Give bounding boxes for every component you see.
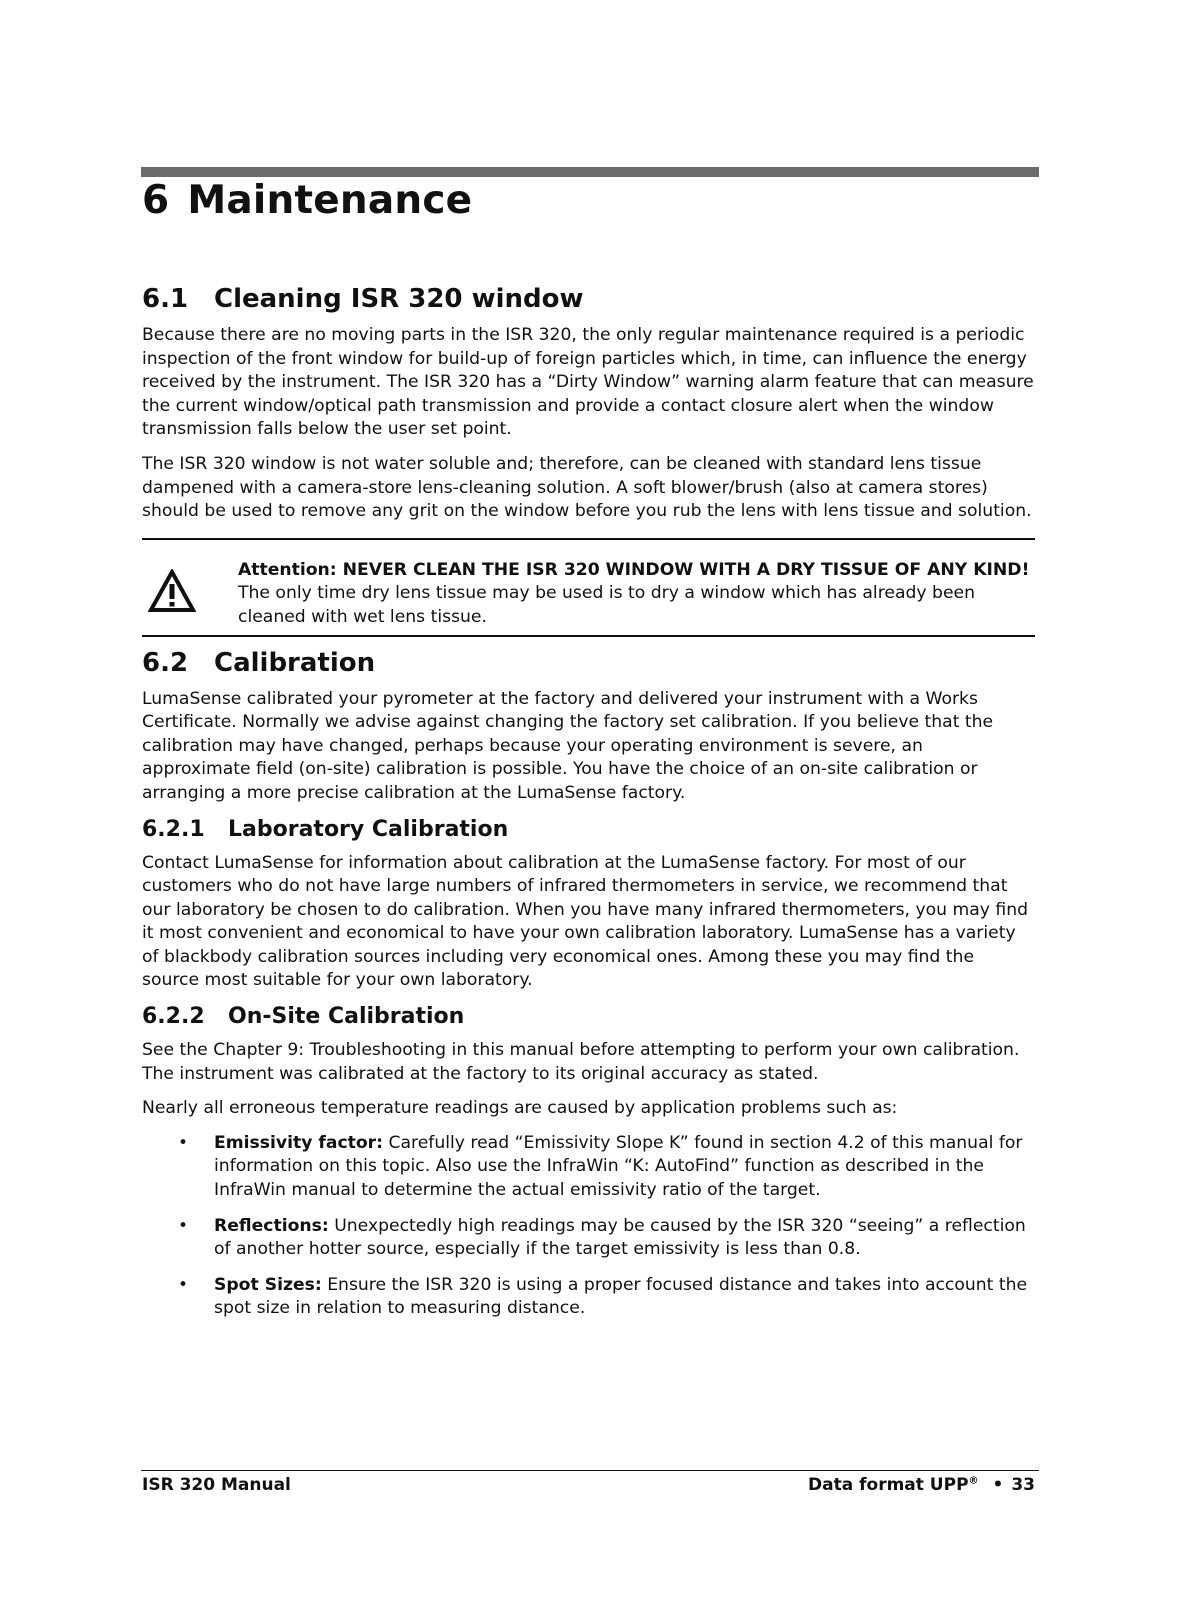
section-heading-6-2-2: [142, 1004, 1035, 1029]
attention-bold: Attention: NEVER CLEAN THE ISR 320 WINDOW WITH A DRY TISSUE OF ANY KIND!: [238, 559, 1030, 580]
chapter-number: 6: [142, 178, 170, 223]
list-item: [142, 1215, 1035, 1262]
chapter-title-text: Maintenance: [187, 178, 473, 223]
list-item-text: Ensure the ISR 320 is using a proper focused distance and takes into account the spot size in relation to measuring distance.: [214, 1274, 1028, 1319]
attention-body: The only time dry lens tissue may be used is to dry a window which has already been cleaned with wet lens tissue.: [238, 583, 975, 627]
chapter-title: [142, 178, 472, 223]
list-item-term: Emissivity factor:: [214, 1132, 384, 1153]
bullet-icon: •: [178, 1274, 189, 1295]
section-title: On-Site Calibration: [228, 1004, 465, 1030]
footer-right: [808, 1475, 1035, 1495]
bullet-icon: •: [178, 1132, 189, 1153]
paragraph: Contact LumaSense for information about calibration at the LumaSense factory. For most of our customers who do not have large numbers of infrared thermometers in service, we recommend that our laboratory be chosen to do calibration. When you have many infrared thermometers, you may find it most convenient and economical to have your own calibration laboratory. LumaSense has a variety of blackbody calibration sources including very economical ones. Among these you may find the source most suitable for your own laboratory.: [142, 852, 1029, 991]
section-number: 6.2.2: [142, 1004, 205, 1030]
section-number: 6.2.1: [142, 816, 205, 842]
section-title: Laboratory Calibration: [228, 816, 509, 842]
paragraph: The ISR 320 window is not water soluble and; therefore, can be cleaned with standard lens tissue dampened with a camera-store lens-cleaning solution. A soft blower/brush (also at camera stores) should be used to remove any grit on the window before you rub the lens with lens tissue and solution.: [142, 453, 1032, 522]
page-content: [142, 284, 1035, 1333]
list-item-term: Spot Sizes:: [214, 1274, 322, 1295]
footer-manual-title: ISR 320 Manual: [142, 1475, 291, 1495]
section-heading-6-1: [142, 284, 1035, 314]
list-item-text: Carefully read “Emissivity Slope K” found in section 4.2 of this manual for information on this topic. Also use the InfraWin “K: AutoFind” function as described in the InfraWin manual to determine the actual emissivity ratio of the target.: [214, 1132, 1023, 1201]
bullet-icon: •: [178, 1215, 189, 1236]
paragraph: See the Chapter 9: Troubleshooting in this manual before attempting to perform your own calibration. The instrument was calibrated at the factory to its original accuracy as stated.: [142, 1040, 1020, 1084]
section-heading-6-2: [142, 648, 1035, 678]
footer-bullet: •: [992, 1475, 1004, 1495]
attention-text: [238, 559, 1035, 630]
warning-triangle-icon: [142, 559, 238, 617]
list-item: [142, 1274, 1035, 1321]
section-heading-6-2-1: [142, 817, 1035, 842]
registered-mark: ®: [968, 1475, 979, 1487]
footer-rule: [141, 1470, 1039, 1471]
attention-box: [142, 538, 1035, 637]
page-number: 33: [1011, 1475, 1035, 1495]
list-item-text: Unexpectedly high readings may be caused by the ISR 320 “seeing” a reflection of another hotter source, especially if the target emissivity is less than 0.8.: [214, 1215, 1026, 1260]
section-title: Cleaning ISR 320 window: [214, 284, 584, 314]
problem-list: [142, 1132, 1035, 1321]
list-item: [142, 1132, 1035, 1203]
footer-section-name: Data format UPP: [808, 1475, 969, 1495]
list-item-term: Reflections:: [214, 1215, 329, 1236]
paragraph: Because there are no moving parts in the ISR 320, the only regular maintenance required is a periodic inspection of the front window for build-up of foreign particles which, in time, can influence the energy received by the instrument. The ISR 320 has a “Dirty Window” warning alarm feature that can measure the current window/optical path transmission and provide a contact closure alert when the window transmission falls below the user set point.: [142, 325, 1034, 440]
paragraph: Nearly all erroneous temperature readings are caused by application problems such as:: [142, 1098, 898, 1119]
section-number: 6.2: [142, 647, 189, 678]
page-footer: [142, 1475, 1035, 1495]
section-number: 6.1: [142, 284, 189, 314]
section-title: Calibration: [214, 647, 376, 678]
paragraph: LumaSense calibrated your pyrometer at the factory and delivered your instrument with a Works Certificate. Normally we advise against changing the factory set calibration. If you believe that the calibration may have changed, perhaps because your operating environment is severe, an approximate field (on-site) calibration is possible. You have the choice of an on-site calibration or arranging a more precise calibration at the LumaSense factory.: [142, 688, 994, 803]
chapter-rule: [141, 167, 1039, 177]
